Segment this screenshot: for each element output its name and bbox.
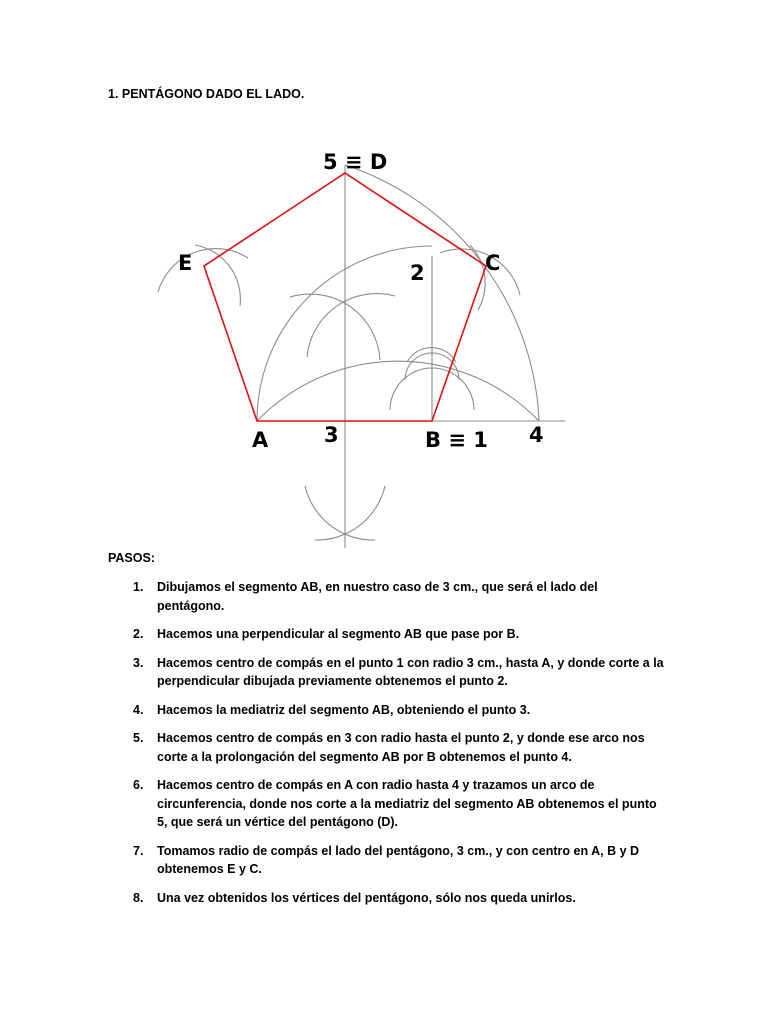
arc-compass-e-2 (195, 245, 240, 306)
step-text: Dibujamos el segmento AB, en nuestro caso de 3 cm., que será el lado del pentágono. (157, 580, 598, 613)
step-text: Hacemos una perpendicular al segmento AB que pase por B. (157, 627, 520, 641)
step-number: 5. (133, 731, 144, 745)
step-number: 3. (133, 655, 144, 670)
arc-compass-c-1 (440, 249, 520, 295)
label-c: C (485, 251, 501, 275)
arc-mediatrix-upper-right (307, 294, 395, 357)
step-number: 7. (133, 843, 144, 858)
label-a: A (252, 428, 269, 452)
steps-list (108, 578, 668, 917)
step-text: Hacemos centro de compás en el punto 1 con radio 3 cm., hasta A, y donde corte a la perpendicular dibujada previamente obtenemos el punto 2. (157, 655, 664, 688)
arc-compass-e-1 (158, 249, 248, 292)
arc-compass-c-2 (470, 245, 485, 310)
label-e: E (178, 251, 193, 275)
step-text: Hacemos centro de compás en A con radio hasta 4 y trazamos un arco de circunferencia, donde nos corte a la mediatriz del segmento AB obtenemos el punto 5, que será un vértice del pentágono (D). (157, 778, 657, 829)
step-8 (108, 889, 668, 908)
step-2 (108, 625, 668, 644)
step-number: 6. (133, 778, 144, 792)
step-4 (108, 701, 668, 720)
label-5-d: 5 ≡ D (323, 150, 388, 174)
arc-mediatrix-lower-right (315, 486, 385, 540)
step-text: Hacemos la mediatriz del segmento AB, obteniendo el punto 3. (157, 702, 531, 717)
arc-mediatrix-upper-left (290, 294, 380, 360)
label-b-1: B ≡ 1 (425, 428, 488, 452)
label-4: 4 (529, 423, 544, 447)
step-number: 2. (133, 627, 144, 641)
step-number: 8. (133, 890, 144, 905)
step-text: Tomamos radio de compás el lado del pentágono, 3 cm., y con centro en A, B y D obtenemos E y C. (157, 843, 640, 876)
pasos-heading: PASOS: (108, 551, 155, 565)
document-title: 1. PENTÁGONO DADO EL LADO. (108, 87, 305, 101)
arc-center-a-radius-a4 (345, 165, 539, 421)
arc-mediatrix-lower-left (305, 486, 375, 540)
label-2: 2 (410, 261, 425, 285)
step-1 (108, 578, 668, 615)
step-7 (108, 842, 668, 879)
step-text: Una vez obtenidos los vértices del pentágono, sólo nos queda unirlos. (157, 890, 576, 905)
step-number: 4. (133, 702, 144, 717)
step-number: 1. (133, 580, 144, 594)
step-3 (108, 654, 668, 691)
label-3: 3 (324, 423, 339, 447)
step-text: Hacemos centro de compás en 3 con radio hasta el punto 2, y donde ese arco nos corte a la prolongación del segmento AB por B obtenemos el punto 4. (157, 731, 645, 764)
arc-center-3-to-4 (257, 361, 539, 421)
step-6 (108, 776, 668, 832)
pentagon-construction-figure (150, 140, 580, 555)
step-5 (108, 729, 668, 766)
